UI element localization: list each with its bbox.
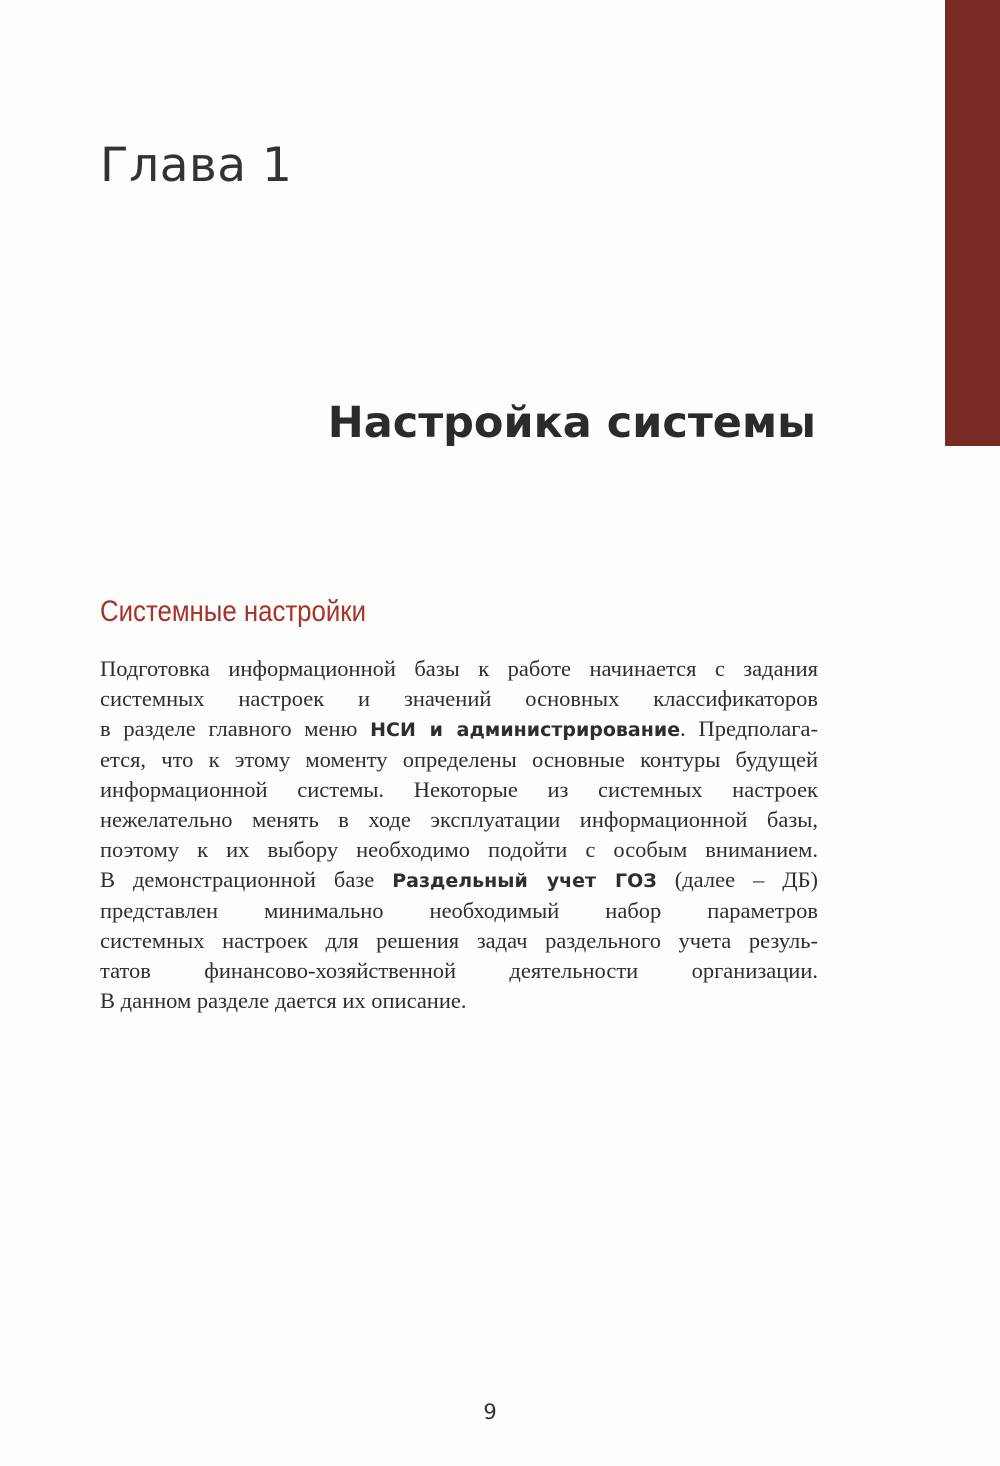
body-line: нежелательно менять в ходе эксплуатации информационной базы,: [100, 807, 818, 832]
body-line: татов финансово-хозяйственной деятельности организации.: [100, 958, 818, 983]
body-text-run: В демонстрационной базе: [100, 867, 393, 892]
body-line: [100, 865, 818, 896]
body-paragraph: [100, 654, 818, 1016]
body-line: ется, что к этому моменту определены основные контуры будущей: [100, 747, 818, 772]
body-line: поэтому к их выбору необходимо подойти с особым вниманием.: [100, 837, 818, 862]
body-text-run: . Предполага-: [680, 716, 818, 741]
body-line: Подготовка информационной базы к работе начинается с задания: [100, 656, 818, 681]
menu-term-nsi: НСИ и администрирование: [370, 719, 681, 741]
body-text-run: (далее – ДБ): [656, 867, 818, 892]
body-line: [100, 714, 818, 745]
body-line: системных настроек и значений основных классификаторов: [100, 686, 818, 711]
demo-base-term: Раздельный учет ГОЗ: [392, 870, 657, 892]
body-text-run: в разделе главного меню: [100, 716, 371, 741]
chapter-title: Настройка системы: [327, 398, 816, 448]
page-number: 9: [483, 1400, 497, 1424]
body-line: В данном разделе дается их описание.: [100, 988, 467, 1013]
body-line: информационной системы. Некоторые из системных настроек: [100, 777, 818, 802]
chapter-edge-tab: [945, 0, 1000, 446]
section-heading: Системные настройки: [100, 595, 366, 628]
body-line: представлен минимально необходимый набор параметров: [100, 898, 818, 923]
body-line: системных настроек для решения задач раздельного учета резуль-: [100, 928, 818, 953]
chapter-label: Глава 1: [100, 138, 293, 193]
